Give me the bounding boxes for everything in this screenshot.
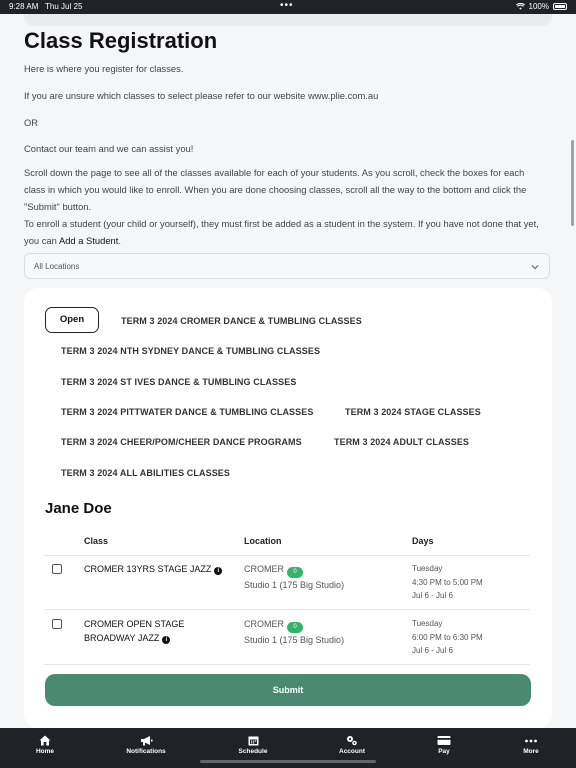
divider <box>44 555 530 556</box>
intro-line-2: If you are unsure which classes to select please refer to our website www.plie.com.au <box>24 90 379 101</box>
home-icon <box>39 735 51 746</box>
class-name-text: CROMER OPEN STAGE <box>84 619 185 629</box>
tab-label: More <box>523 748 539 755</box>
filter-adult[interactable]: TERM 3 2024 ADULT CLASSES <box>334 437 470 447</box>
class-name <box>84 617 184 645</box>
scrollbar[interactable] <box>571 140 574 226</box>
filter-pittwater[interactable]: TERM 3 2024 PITTWATER DANCE & TUMBLING CLASSES <box>61 407 314 417</box>
tab-pay[interactable] <box>404 735 484 755</box>
studio-name: Studio 1 (175 Big Studio) <box>244 635 345 645</box>
availability-badge: 0 <box>287 567 303 578</box>
megaphone-icon <box>140 735 153 746</box>
gears-icon <box>346 735 358 746</box>
dates: Jul 6 - Jul 6 <box>412 646 453 655</box>
class-location <box>244 562 344 592</box>
intro-line-4: Contact our team and we can assist you! <box>24 143 194 154</box>
filter-stage[interactable]: TERM 3 2024 STAGE CLASSES <box>345 407 481 417</box>
submit-button[interactable]: Submit <box>45 674 531 706</box>
tab-schedule[interactable] <box>213 735 293 755</box>
tab-more[interactable] <box>491 735 571 755</box>
filter-all-abilities[interactable]: TERM 3 2024 ALL ABILITIES CLASSES <box>61 468 230 478</box>
availability-badge: 0 <box>287 622 303 633</box>
location-name: CROMER <box>244 619 284 629</box>
page-title: Class Registration <box>24 28 218 53</box>
open-filter-button[interactable]: Open <box>45 307 99 333</box>
intro-line-3: OR <box>24 117 39 128</box>
intro-line-5: Scroll down the page to see all of the classes available for each of your students. As you scroll, check the boxes for each class in which you would like to enroll. When you are done choosing classes, scroll all the way to the bottom and click the "Submit" button. <box>24 167 527 212</box>
info-icon[interactable]: i <box>162 636 170 644</box>
header-days: Days <box>412 536 434 546</box>
tab-notifications[interactable] <box>106 735 186 755</box>
location-name: CROMER <box>244 564 284 574</box>
tab-label: Home <box>35 748 55 755</box>
tab-account[interactable] <box>312 735 392 755</box>
filter-st-ives[interactable]: TERM 3 2024 ST IVES DANCE & TUMBLING CLASSES <box>61 377 297 387</box>
tab-label: Notifications <box>126 748 166 755</box>
intro-line-6-end: . <box>118 235 121 246</box>
class-name <box>84 562 222 576</box>
top-band <box>24 14 552 26</box>
time: 4:30 PM to 5:00 PM <box>412 577 483 587</box>
dates: Jul 6 - Jul 6 <box>412 591 453 600</box>
location-select-value: All Locations <box>34 262 80 271</box>
class-location <box>244 617 344 647</box>
enroll-checkbox[interactable] <box>52 619 62 629</box>
calendar-icon <box>248 735 259 746</box>
class-days <box>412 562 483 603</box>
tab-label: Account <box>339 748 365 755</box>
time: 6:00 PM to 6:30 PM <box>412 632 483 642</box>
enroll-checkbox[interactable] <box>52 564 62 574</box>
intro-line-6-text: To enroll a student (your child or yourself), they must first be added as a student in the system. If you have not done that yet, you can <box>24 218 539 246</box>
tab-home[interactable] <box>5 735 85 755</box>
class-name-text-2: BROADWAY JAZZ <box>84 633 160 643</box>
filter-cromer[interactable]: TERM 3 2024 CROMER DANCE & TUMBLING CLASSES <box>121 316 362 326</box>
class-days <box>412 617 483 658</box>
status-bar <box>0 0 576 14</box>
day: Tuesday <box>412 564 443 573</box>
header-location: Location <box>244 536 282 546</box>
more-dots-icon <box>524 735 538 746</box>
info-icon[interactable]: i <box>214 567 222 575</box>
status-time-date <box>9 2 82 11</box>
multitasking-dots-icon[interactable]: ••• <box>280 0 294 11</box>
header-class: Class <box>84 536 109 546</box>
intro-line-1: Here is where you register for classes. <box>24 63 184 74</box>
home-indicator[interactable] <box>200 760 376 763</box>
wifi-icon <box>516 3 525 10</box>
tab-label: Pay <box>438 748 450 755</box>
filter-nth-sydney[interactable]: TERM 3 2024 NTH SYDNEY DANCE & TUMBLING CLASSES <box>61 346 321 356</box>
class-name-text: CROMER 13YRS STAGE JAZZ <box>84 564 212 574</box>
status-date: Thu Jul 25 <box>45 2 83 11</box>
studio-name: Studio 1 (175 Big Studio) <box>244 580 345 590</box>
classes-card <box>24 288 552 728</box>
battery-icon <box>553 3 567 10</box>
battery-percent: 100% <box>528 2 549 11</box>
intro-line-6 <box>24 215 544 249</box>
location-select[interactable] <box>24 253 550 279</box>
student-name: Jane Doe <box>45 500 112 517</box>
tab-label: Schedule <box>238 748 268 755</box>
chevron-down-icon <box>530 262 540 272</box>
status-right <box>516 2 567 11</box>
day: Tuesday <box>412 619 443 628</box>
divider <box>44 609 530 610</box>
filter-cheer[interactable]: TERM 3 2024 CHEER/POM/CHEER DANCE PROGRAMS <box>61 437 302 447</box>
status-time: 9:28 AM <box>9 2 39 11</box>
divider <box>44 664 530 665</box>
credit-card-icon <box>437 735 451 746</box>
add-student-link[interactable]: Add a Student <box>58 235 119 246</box>
